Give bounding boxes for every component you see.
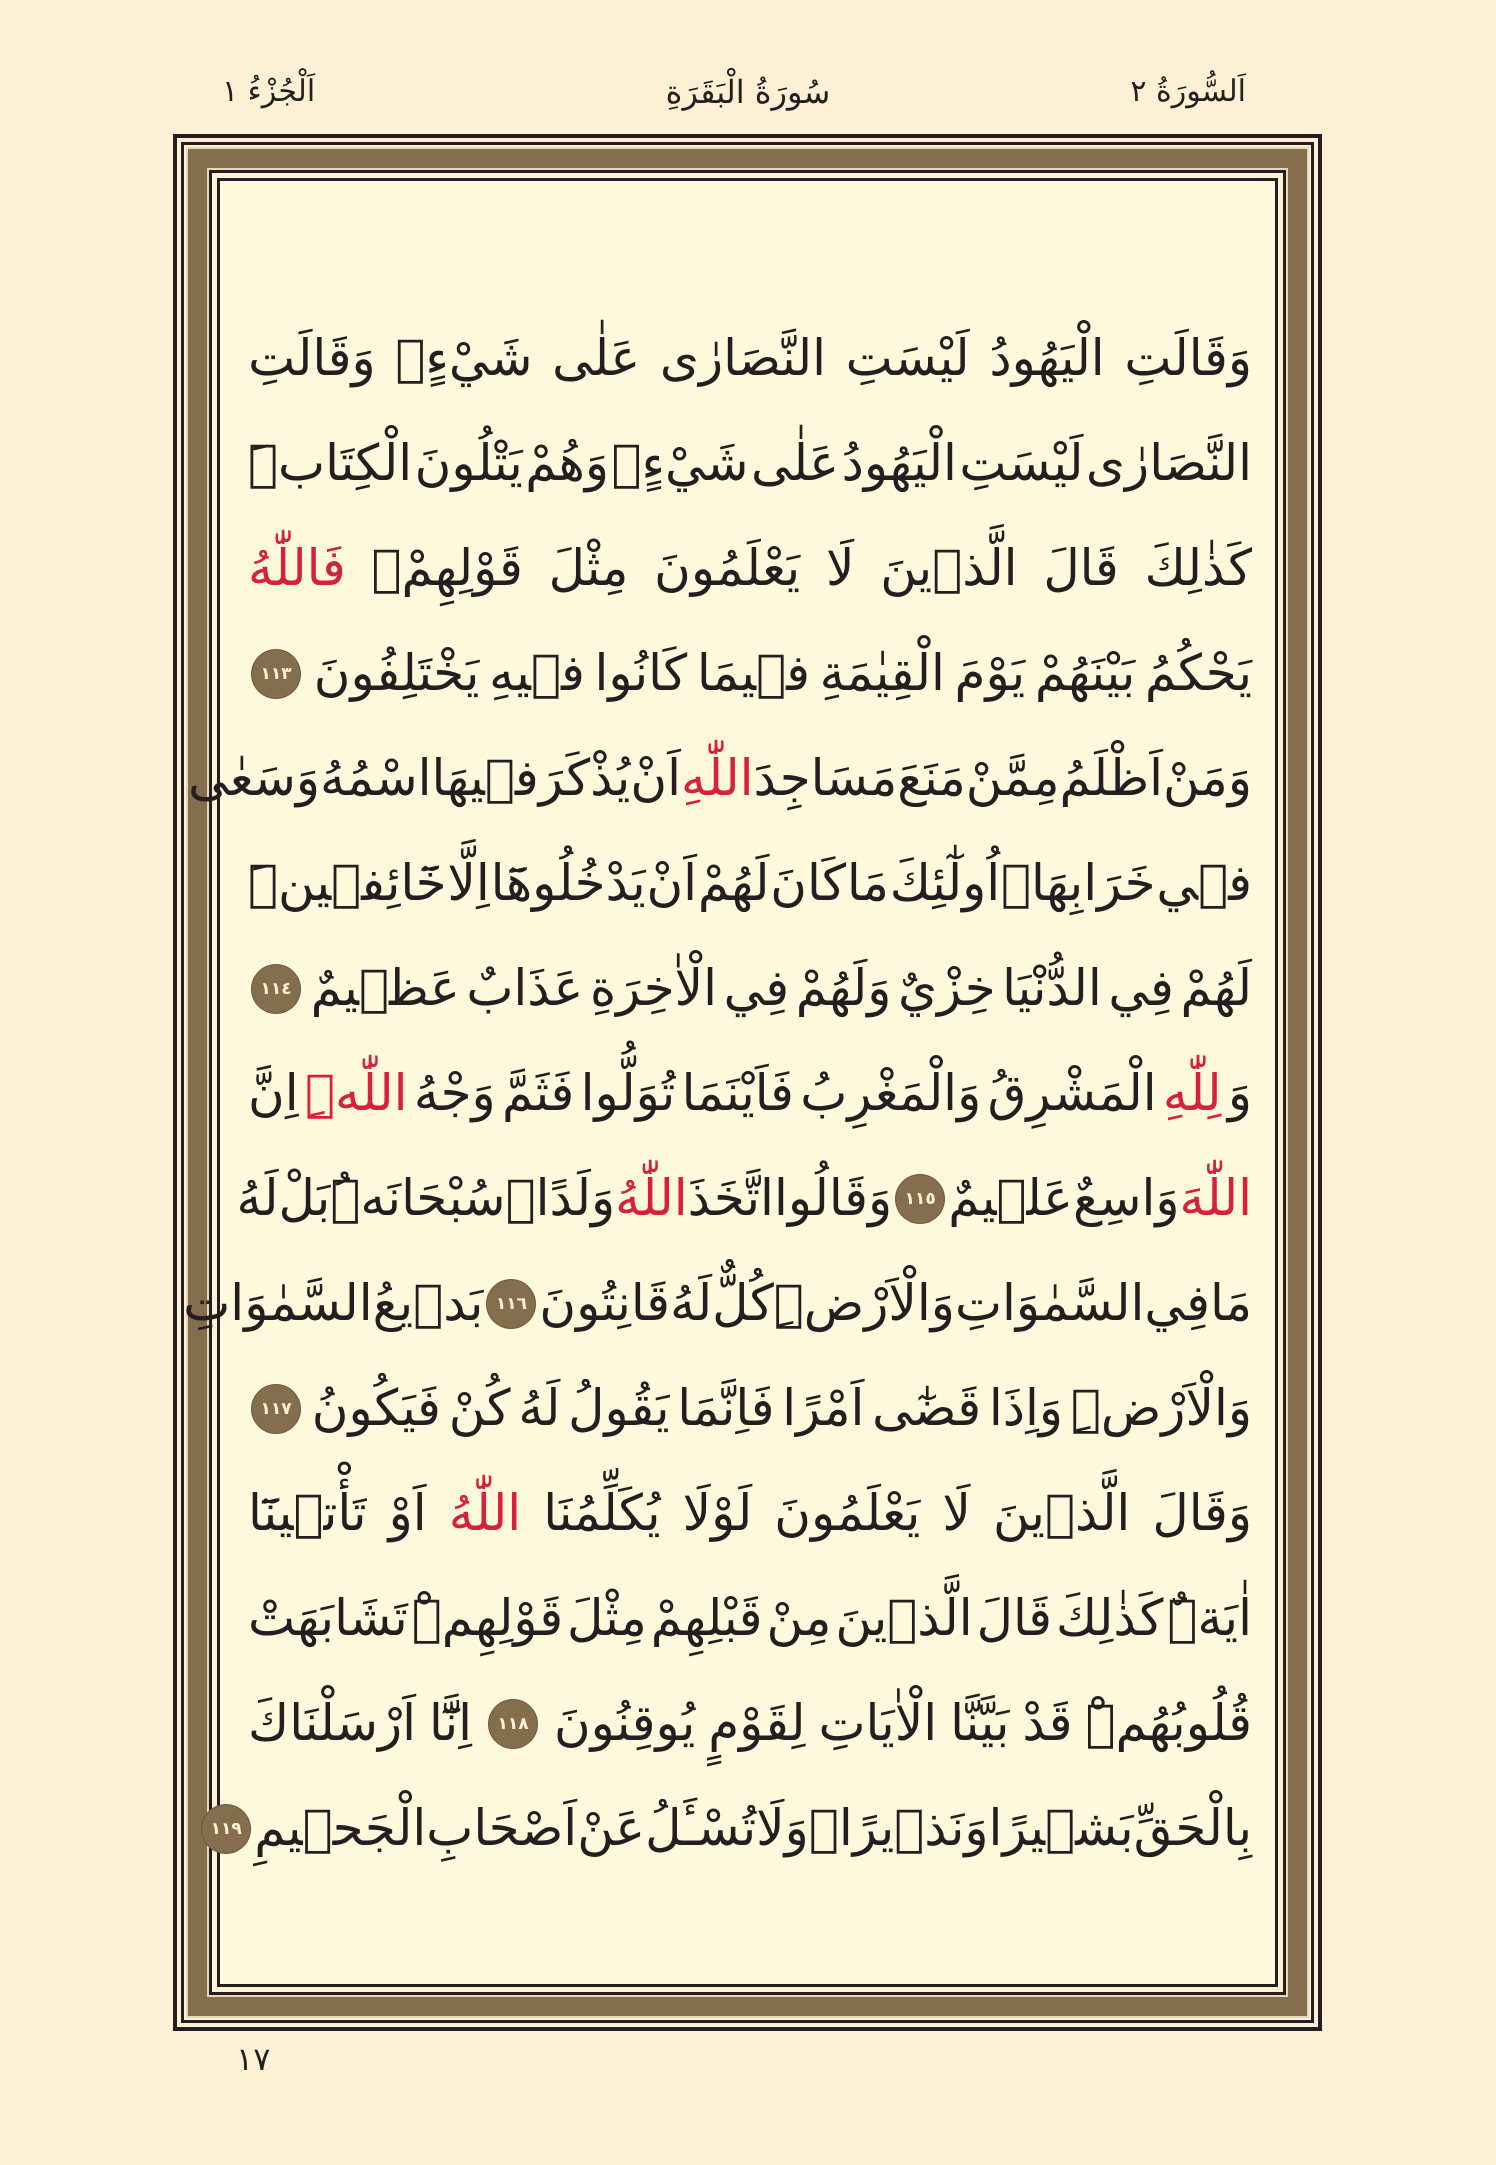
word: اَنْ: [630, 749, 681, 807]
word: لَيْسَتِ: [845, 329, 970, 387]
text-line: [248, 1356, 1252, 1461]
word: فَاِنَّمَا: [677, 1379, 775, 1437]
text-line: [248, 1461, 1252, 1566]
word: يَحْكُمُ: [1144, 644, 1252, 702]
word: قَدْ: [1022, 1694, 1073, 1752]
word: السَّمٰوَاتِ: [183, 1274, 373, 1332]
word: تَشَابَهَتْ: [248, 1589, 408, 1647]
word: وَقَالَ: [1152, 1484, 1252, 1542]
word: تُسْـَٔلُ: [645, 1799, 757, 1857]
word: يُوقِنُونَ: [553, 1694, 696, 1752]
word: عَلٰى: [751, 434, 840, 492]
word: وَاِذَا: [988, 1379, 1064, 1437]
word: الْقِيٰمَةِ: [819, 644, 945, 702]
word: وَمَنْ: [1163, 749, 1252, 807]
word: الْاٰيَاتِ: [818, 1694, 938, 1752]
word: لَيْسَتِ: [959, 434, 1084, 492]
word: ف۪ي: [1156, 854, 1252, 912]
word: الَّذ۪ينَ: [880, 539, 1018, 597]
word: يَدْخُلُوهَٓا: [490, 854, 646, 912]
word: وَقَالُوا: [773, 1169, 893, 1227]
text-line: [183, 1251, 1252, 1356]
word: يَوْمَ: [954, 644, 1026, 702]
word: اَمْرًا: [782, 1379, 865, 1437]
word: فِي: [1144, 1274, 1210, 1332]
page-number: ١٧: [236, 2040, 271, 2078]
divine-name-word: اللّٰهِ: [680, 749, 754, 807]
word: الْجَح۪يمِ: [254, 1799, 427, 1857]
word: اَوْ: [388, 1484, 427, 1542]
word: وَلَدًاۙ: [505, 1169, 616, 1227]
word: قَانِتُونَ: [539, 1274, 671, 1332]
word: فِي: [1108, 959, 1174, 1017]
word: وَقَالَتِ: [248, 329, 376, 387]
juz-label: اَلْجُزْءُ ١: [222, 74, 316, 109]
word: وَ: [1227, 1064, 1252, 1122]
text-line: [248, 936, 1252, 1041]
word: وَلَا: [756, 1799, 809, 1857]
page-header: [0, 62, 1496, 122]
verse-number-marker: ١١٤: [254, 967, 298, 1011]
word: لَهُ: [518, 1379, 561, 1437]
word: اُولٰٓئِكَ: [889, 854, 1001, 912]
word: بَيَّنَّا: [950, 1694, 1010, 1752]
text-line: [248, 1566, 1252, 1671]
word: عَلٰى: [552, 329, 641, 387]
text-line: [236, 1146, 1252, 1251]
text-line: [248, 621, 1252, 726]
word: مَسَاجِدَ: [753, 749, 898, 807]
word: الْكِتَابَۜ: [248, 434, 413, 492]
word: كُلٌّ: [712, 1274, 774, 1332]
word: الْمَشْرِقُ: [987, 1064, 1157, 1122]
word: بَلْ: [278, 1169, 331, 1227]
word: شَيْءٍۙ: [611, 434, 749, 492]
word: الَّذ۪ينَ: [992, 1484, 1131, 1542]
word: وَلَهُمْ: [795, 959, 892, 1017]
word: مَا: [846, 854, 889, 912]
word: اتَّخَذَ: [687, 1169, 774, 1227]
word: الدُّنْيَا: [1002, 959, 1102, 1017]
word: وَهُمْ: [525, 434, 610, 492]
word: كَذٰلِكَ: [1056, 1589, 1164, 1647]
text-line: [248, 516, 1252, 621]
word: لَهُمْ: [697, 854, 770, 912]
word: يَقُولُ: [568, 1379, 670, 1437]
word: خَرَابِهَاۜ: [1001, 854, 1156, 912]
word: عَذَابٌ: [466, 959, 584, 1017]
word: خِزْيٌ: [897, 959, 996, 1017]
text-line: [248, 411, 1252, 516]
word: قَضٰٓى: [872, 1379, 982, 1437]
word: لَهُمْ: [1180, 959, 1252, 1017]
word: لَهُ: [236, 1169, 279, 1227]
word: فَاَيْنَمَا: [681, 1064, 794, 1122]
word: اَرْسَلْنَاكَ: [248, 1694, 417, 1752]
surah-number-label: اَلسُّورَةُ ٢: [1130, 74, 1246, 109]
word: خَٓائِف۪ينَۜ: [248, 854, 447, 912]
word: ف۪يمَا: [696, 644, 810, 702]
divine-name-word: اللّٰهُ: [615, 1169, 688, 1227]
word: اَظْلَمُ: [1059, 749, 1163, 807]
word: لِقَوْمٍ: [708, 1694, 806, 1752]
word: النَّصَارٰى: [659, 329, 826, 387]
word: يَخْتَلِفُونَ: [313, 644, 480, 702]
word: بَد۪يعُ: [372, 1274, 484, 1332]
word: مِثْلَ: [567, 1589, 647, 1647]
word: مِمَّنْ: [965, 749, 1060, 807]
verse-number-marker: ١١٨: [491, 1702, 535, 1746]
word: فَيَكُونُ: [311, 1379, 441, 1437]
word: عَنْ: [577, 1799, 646, 1857]
word: مِثْلَ: [548, 539, 629, 597]
word: يُذْكَرَ: [538, 749, 631, 807]
word: بَيْنَهُمْ: [1034, 644, 1136, 702]
text-line: [248, 1671, 1252, 1776]
word: وَالْمَغْرِبُ: [800, 1064, 982, 1122]
word: مَا: [1209, 1274, 1252, 1332]
word: شَيْءٍۖ: [395, 329, 533, 387]
text-line: [248, 306, 1252, 411]
word: يَتْلُونَ: [414, 434, 523, 492]
word: اِنَّٓا: [429, 1694, 473, 1752]
word: قُلُوبُهُمْۜ: [1085, 1694, 1252, 1752]
word: كُنْ: [448, 1379, 511, 1437]
surah-title: سُورَةُ الْبَقَرَةِ: [665, 73, 831, 111]
word: سُبْحَانَهُۜ: [330, 1169, 506, 1227]
word: وَالْاَرْضِۜ: [773, 1274, 955, 1332]
word: وَجْهُ: [413, 1064, 496, 1122]
word: عَل۪يمٌ: [948, 1169, 1073, 1227]
word: يَعْلَمُونَ: [654, 539, 801, 597]
word: اسْمُهُ: [320, 749, 432, 807]
verse-number-marker: ١١٣: [254, 652, 298, 696]
text-line: [210, 1776, 1252, 1881]
word: لَا: [825, 539, 855, 597]
verse-number-marker: ١١٥: [898, 1177, 942, 1221]
divine-name-word: اللّٰهَ: [1179, 1169, 1252, 1227]
verse-number-marker: ١١٦: [489, 1282, 533, 1326]
text-line: [248, 1041, 1252, 1146]
word: اِلَّا: [447, 854, 490, 912]
quran-text-area: [183, 220, 1276, 1986]
word: قَوْلِهِمْۜ: [411, 1589, 564, 1647]
word: فِي: [723, 959, 790, 1017]
text-line: [188, 726, 1252, 831]
word: اَنْ: [646, 854, 698, 912]
word: قَوْلِهِمْۚ: [371, 539, 523, 597]
word: وَقَالَتِ: [1124, 329, 1252, 387]
word: يَعْلَمُونَ: [774, 1484, 921, 1542]
word: لَوْلَا: [682, 1484, 753, 1542]
word: لَا: [942, 1484, 971, 1542]
word: تَأْت۪ينَٓا: [248, 1484, 367, 1542]
divine-name-word: فَاللّٰهُ: [248, 539, 346, 597]
word: وَاسِعٌ: [1072, 1169, 1180, 1227]
word: بَش۪يرًا: [988, 1799, 1134, 1857]
word: ف۪يهِ: [489, 644, 585, 702]
word: ف۪يهَا: [431, 749, 539, 807]
divine-name-word: لِلّٰهِ: [1162, 1064, 1222, 1122]
word: النَّصَارٰى: [1085, 434, 1252, 492]
text-line: [248, 831, 1252, 936]
word: كَانُوا: [594, 644, 688, 702]
word: اَصْحَابِ: [426, 1799, 578, 1857]
word: الْيَهُودُ: [841, 434, 957, 492]
word: قَالَ: [1043, 539, 1119, 597]
verse-number-marker: ١١٩: [204, 1807, 248, 1851]
divine-name-word: اللّٰهِۜ: [305, 1064, 408, 1122]
word: مِنْ: [766, 1589, 832, 1647]
word: عَظ۪يمٌ: [310, 959, 460, 1017]
verse-number-marker: ١١٧: [254, 1387, 298, 1431]
word: وَسَعٰى: [188, 749, 320, 807]
word: الْيَهُودُ: [989, 329, 1105, 387]
word: الْاٰخِرَةِ: [589, 959, 718, 1017]
divine-name-word: اللّٰهُ: [448, 1484, 522, 1542]
word: فَثَمَّ: [502, 1064, 575, 1122]
word: اِنَّ: [248, 1064, 299, 1122]
word: السَّمٰوَاتِ: [954, 1274, 1145, 1332]
word: تُوَلُّوا: [580, 1064, 676, 1122]
word: اٰيَةٌۜ: [1167, 1589, 1252, 1647]
word: وَالْاَرْضِۜ: [1070, 1379, 1252, 1437]
word: مَنَعَ: [897, 749, 966, 807]
word: كَذٰلِكَ: [1144, 539, 1252, 597]
word: وَنَذ۪يرًاۙ: [808, 1799, 989, 1857]
word: يُكَلِّمُنَا: [543, 1484, 661, 1542]
word: كَانَ: [770, 854, 847, 912]
word: قَبْلِهِمْ: [650, 1589, 763, 1647]
word: لَهُ: [670, 1274, 713, 1332]
word: قَالَ: [976, 1589, 1053, 1647]
word: الَّذ۪ينَ: [835, 1589, 973, 1647]
word: بِالْحَقِّ: [1133, 1799, 1252, 1857]
